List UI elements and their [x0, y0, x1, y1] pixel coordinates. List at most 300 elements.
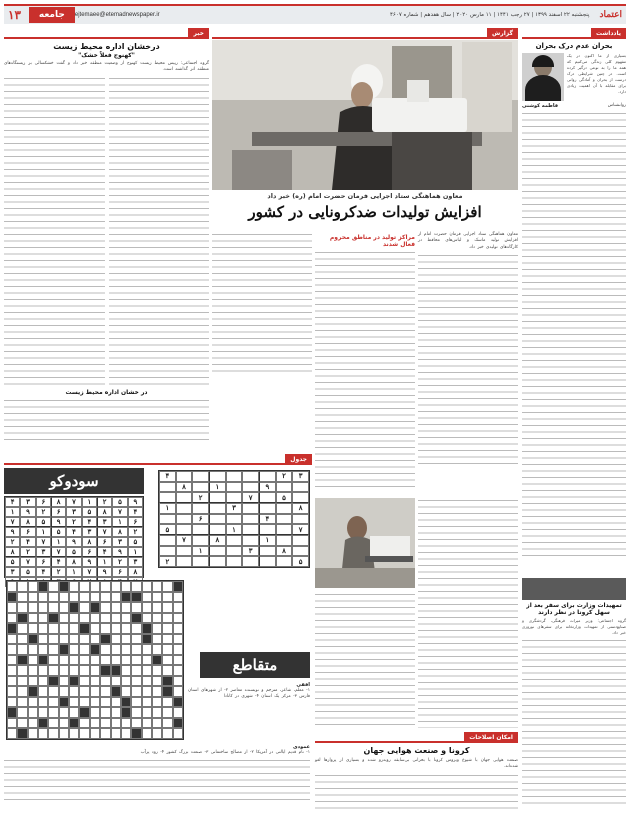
sudoku-solution-cell: ۱: [66, 567, 81, 577]
crossword-cell[interactable]: [152, 697, 162, 708]
crossword-cell[interactable]: [100, 634, 110, 645]
crossword-cell[interactable]: [90, 697, 100, 708]
crossword-cell[interactable]: [131, 623, 141, 634]
crossword-cell[interactable]: [38, 655, 48, 666]
crossword-cell[interactable]: [152, 581, 162, 592]
crossword-cell[interactable]: [17, 728, 27, 739]
crossword-cell[interactable]: [142, 655, 152, 666]
crossword-cell[interactable]: [90, 613, 100, 624]
crossword-cell[interactable]: [100, 728, 110, 739]
crossword-cell[interactable]: [59, 634, 69, 645]
crossword-cell[interactable]: [142, 728, 152, 739]
crossword-cell[interactable]: [48, 686, 58, 697]
crossword-cell[interactable]: [17, 676, 27, 687]
crossword-cell[interactable]: [111, 592, 121, 603]
crossword-cell[interactable]: [173, 644, 183, 655]
crossword-cell[interactable]: [142, 613, 152, 624]
crossword-cell[interactable]: [162, 592, 172, 603]
crossword-cell[interactable]: [48, 581, 58, 592]
crossword-cell[interactable]: [121, 592, 131, 603]
crossword-cell[interactable]: [142, 623, 152, 634]
crossword-cell[interactable]: [69, 697, 79, 708]
crossword-cell[interactable]: [17, 718, 27, 729]
crossword-cell[interactable]: [131, 634, 141, 645]
crossword-cell[interactable]: [121, 634, 131, 645]
crossword-cell[interactable]: [48, 613, 58, 624]
crossword-cell[interactable]: [59, 581, 69, 592]
crossword-cell[interactable]: [131, 686, 141, 697]
sudoku-cell: [159, 546, 176, 557]
crossword-cell[interactable]: [173, 718, 183, 729]
crossword-cell[interactable]: [38, 718, 48, 729]
sudoku-cell: [226, 492, 243, 503]
crossword-cell[interactable]: [121, 644, 131, 655]
crossword-cell[interactable]: [79, 718, 89, 729]
crossword-cell[interactable]: [131, 665, 141, 676]
crossword-cell[interactable]: [38, 592, 48, 603]
crossword-cell[interactable]: [142, 718, 152, 729]
crossword-cell[interactable]: [100, 655, 110, 666]
news-label: خبر: [188, 28, 209, 37]
crossword-cell[interactable]: [28, 665, 38, 676]
crossword-cell[interactable]: [28, 602, 38, 613]
sudoku-solution-cell: ۱: [97, 557, 112, 567]
crossword-cell[interactable]: [162, 676, 172, 687]
crossword-cell[interactable]: [69, 592, 79, 603]
crossword-cell[interactable]: [162, 728, 172, 739]
crossword-cell[interactable]: [100, 707, 110, 718]
crossword-cell[interactable]: [90, 602, 100, 613]
crossword-cell[interactable]: [131, 644, 141, 655]
crossword-cell[interactable]: [100, 718, 110, 729]
sudoku-solution-cell: ۲: [97, 497, 112, 507]
crossword-cell[interactable]: [152, 644, 162, 655]
crossword-cell[interactable]: [79, 592, 89, 603]
crossword-cell[interactable]: [121, 676, 131, 687]
crossword-cell[interactable]: [38, 707, 48, 718]
crossword-cell[interactable]: [7, 676, 17, 687]
crossword-cell[interactable]: [28, 592, 38, 603]
crossword-cell[interactable]: [59, 665, 69, 676]
crossword-cell[interactable]: [17, 613, 27, 624]
crossword-cell[interactable]: [162, 665, 172, 676]
crossword-cell[interactable]: [111, 686, 121, 697]
crossword-cell[interactable]: [131, 592, 141, 603]
sudoku-solution-cell: ۴: [51, 557, 66, 567]
crossword-cell[interactable]: [7, 581, 17, 592]
crossword-cell[interactable]: [111, 613, 121, 624]
crossword-cell[interactable]: [17, 623, 27, 634]
crossword-cell[interactable]: [59, 623, 69, 634]
crossword-cell[interactable]: [111, 728, 121, 739]
crossword-cell[interactable]: [48, 602, 58, 613]
crossword-cell[interactable]: [69, 602, 79, 613]
crossword-cell[interactable]: [152, 686, 162, 697]
crossword-cell[interactable]: [7, 644, 17, 655]
crossword-cell[interactable]: [162, 718, 172, 729]
crossword-cell[interactable]: [48, 718, 58, 729]
crossword-cell[interactable]: [48, 592, 58, 603]
crossword-cell[interactable]: [28, 728, 38, 739]
crossword-cell[interactable]: [38, 665, 48, 676]
crossword-cell[interactable]: [7, 665, 17, 676]
crossword-cell[interactable]: [100, 602, 110, 613]
crossword-cell[interactable]: [121, 728, 131, 739]
crossword-cell[interactable]: [142, 644, 152, 655]
crossword-cell[interactable]: [48, 728, 58, 739]
crossword-cell[interactable]: [173, 613, 183, 624]
crossword-cell[interactable]: [90, 592, 100, 603]
crossword-cell[interactable]: [7, 728, 17, 739]
crossword-cell[interactable]: [142, 592, 152, 603]
sudoku-solution-cell: ۵: [20, 567, 35, 577]
crossword-cell[interactable]: [173, 697, 183, 708]
news-title-2: در خشان اداره محیط زیست: [65, 388, 148, 396]
crossword-cell[interactable]: [162, 623, 172, 634]
report-text-col-1: [418, 232, 518, 492]
crossword-cell[interactable]: [69, 655, 79, 666]
crossword-cell[interactable]: [7, 718, 17, 729]
crossword-cell[interactable]: [38, 613, 48, 624]
crossword-cell[interactable]: [173, 623, 183, 634]
crossword-cell[interactable]: [90, 581, 100, 592]
crossword-cell[interactable]: [90, 707, 100, 718]
crossword-cell[interactable]: [111, 676, 121, 687]
crossword-cell[interactable]: [100, 613, 110, 624]
crossword-cell[interactable]: [173, 655, 183, 666]
crossword-cell[interactable]: [48, 665, 58, 676]
crossword-cell[interactable]: [28, 697, 38, 708]
crossword-cell[interactable]: [111, 623, 121, 634]
crossword-cell[interactable]: [79, 613, 89, 624]
crossword-cell[interactable]: [152, 676, 162, 687]
crossword-cell[interactable]: [142, 707, 152, 718]
crossword-cell[interactable]: [152, 602, 162, 613]
crossword-cell[interactable]: [152, 592, 162, 603]
crossword-cell[interactable]: [17, 686, 27, 697]
crossword-cell[interactable]: [38, 697, 48, 708]
crossword-cell[interactable]: [162, 644, 172, 655]
crossword-cell[interactable]: [79, 634, 89, 645]
crossword-cell[interactable]: [28, 623, 38, 634]
crossword-cell[interactable]: [79, 581, 89, 592]
crossword-cell[interactable]: [111, 644, 121, 655]
sudoku-solution-cell: ۹: [51, 517, 66, 527]
crossword-cell[interactable]: [7, 592, 17, 603]
crossword-cell[interactable]: [28, 634, 38, 645]
crossword-cell[interactable]: [173, 581, 183, 592]
crossword-cell[interactable]: [7, 686, 17, 697]
sudoku-solution-grid: [4, 496, 144, 578]
crossword-cell[interactable]: [17, 697, 27, 708]
crossword-cell[interactable]: [152, 707, 162, 718]
crossword-cell[interactable]: [17, 581, 27, 592]
crossword-cell[interactable]: [100, 592, 110, 603]
crossword-cell[interactable]: [79, 697, 89, 708]
sudoku-solution-cell: ۷: [112, 507, 127, 517]
sudoku-cell: ۸: [276, 546, 293, 557]
crossword-cell[interactable]: [59, 697, 69, 708]
sudoku-solution-cell: ۵: [51, 527, 66, 537]
report-label: گزارش: [487, 28, 518, 37]
crossword-cell[interactable]: [7, 634, 17, 645]
crossword-cell[interactable]: [162, 581, 172, 592]
crossword-cell[interactable]: [100, 676, 110, 687]
crossword-cell[interactable]: [28, 613, 38, 624]
sudoku-cell: [176, 503, 193, 514]
crossword-cell[interactable]: [90, 644, 100, 655]
crossword-cell[interactable]: [17, 602, 27, 613]
crossword-cell[interactable]: [79, 655, 89, 666]
crossword-cell[interactable]: [59, 592, 69, 603]
sudoku-cell: ۷: [176, 535, 193, 546]
crossword-cell[interactable]: [162, 613, 172, 624]
crossword-cell[interactable]: [121, 665, 131, 676]
sudoku-cell: [242, 471, 259, 482]
crossword-cell[interactable]: [79, 676, 89, 687]
crossword-cell[interactable]: [59, 655, 69, 666]
crossword-cell[interactable]: [173, 665, 183, 676]
crossword-cell[interactable]: [162, 602, 172, 613]
crossword-cell[interactable]: [131, 697, 141, 708]
crossword-cell[interactable]: [90, 655, 100, 666]
crossword-cell[interactable]: [38, 581, 48, 592]
crossword-cell[interactable]: [142, 634, 152, 645]
crossword-cell[interactable]: [162, 707, 172, 718]
crossword-cell[interactable]: [59, 613, 69, 624]
crossword-cell[interactable]: [28, 686, 38, 697]
crossword-cell[interactable]: [152, 718, 162, 729]
crossword-cell[interactable]: [59, 602, 69, 613]
crossword-cell[interactable]: [90, 676, 100, 687]
crossword-cell[interactable]: [173, 707, 183, 718]
crossword-cell[interactable]: [152, 655, 162, 666]
crossword-cell[interactable]: [131, 728, 141, 739]
crossword-cell[interactable]: [59, 644, 69, 655]
crossword-cell[interactable]: [59, 718, 69, 729]
crossword-cell[interactable]: [28, 644, 38, 655]
date-line: پنجشنبه ۲۲ اسفند ۱۳۹۹ | ۲۷ رجب ۱۴۴۱ | ۱۱ مارس ۲۰۲۰ | سال هفدهم | شماره ۴۶۰۷: [389, 12, 590, 18]
sudoku-solution-cell: ۸: [51, 497, 66, 507]
crossword-cell[interactable]: [162, 686, 172, 697]
sudoku-cell: ۱: [192, 546, 209, 557]
crossword-cell[interactable]: [17, 665, 27, 676]
crossword-cell[interactable]: [17, 655, 27, 666]
crossword-cell[interactable]: [48, 697, 58, 708]
crossword-cell[interactable]: [142, 665, 152, 676]
crossword-cell[interactable]: [90, 665, 100, 676]
crossword-cell[interactable]: [59, 676, 69, 687]
sudoku-solution-cell: ۲: [20, 547, 35, 557]
crossword-cell[interactable]: [79, 707, 89, 718]
crossword-cell[interactable]: [38, 602, 48, 613]
section-email[interactable]: ejtemaee@etemadnewspaper.ir: [74, 12, 160, 18]
sudoku-solution-cell: ۸: [66, 557, 81, 567]
crossword-cell[interactable]: [173, 634, 183, 645]
crossword-cell[interactable]: [28, 655, 38, 666]
crossword-cell[interactable]: [38, 623, 48, 634]
sudoku-solution-cell: ۶: [36, 557, 51, 567]
crossword-cell[interactable]: [173, 602, 183, 613]
crossword-cell[interactable]: [131, 602, 141, 613]
crossword-cell[interactable]: [48, 655, 58, 666]
crossword-cell[interactable]: [131, 655, 141, 666]
crossword-cell[interactable]: [100, 581, 110, 592]
crossword-cell[interactable]: [7, 602, 17, 613]
crossword-cell[interactable]: [111, 655, 121, 666]
sudoku-cell: [242, 503, 259, 514]
crossword-cell[interactable]: [48, 634, 58, 645]
sudoku-solution-cell: ۳: [112, 537, 127, 547]
crossword-cell[interactable]: [111, 707, 121, 718]
crossword-cell[interactable]: [173, 592, 183, 603]
crossword-cell[interactable]: [142, 686, 152, 697]
crossword-cell[interactable]: [131, 676, 141, 687]
crossword-cell[interactable]: [69, 686, 79, 697]
crossword-cell[interactable]: [28, 676, 38, 687]
crossword-cell[interactable]: [121, 686, 131, 697]
crossword-cell[interactable]: [131, 613, 141, 624]
crossword-cell[interactable]: [79, 728, 89, 739]
crossword-cell[interactable]: [111, 634, 121, 645]
crossword-cell[interactable]: [162, 634, 172, 645]
crossword-cell[interactable]: [152, 665, 162, 676]
crossword-cell[interactable]: [69, 581, 79, 592]
crossword-cell[interactable]: [90, 718, 100, 729]
sudoku-cell: [209, 524, 226, 535]
crossword-cell[interactable]: [121, 581, 131, 592]
crossword-cell[interactable]: [111, 718, 121, 729]
crossword-cell[interactable]: [173, 686, 183, 697]
sudoku-solution-cell: ۵: [5, 557, 20, 567]
crossword-cell[interactable]: [38, 676, 48, 687]
crossword-cell[interactable]: [142, 697, 152, 708]
crossword-cell[interactable]: [48, 623, 58, 634]
crossword-cell[interactable]: [121, 602, 131, 613]
crossword-cell[interactable]: [121, 613, 131, 624]
report-subhead: مراکز تولید در مناطق محروم فعال شدند: [329, 234, 415, 248]
crossword-cell[interactable]: [173, 728, 183, 739]
crossword-cell[interactable]: [59, 728, 69, 739]
crossword-cell[interactable]: [59, 686, 69, 697]
report-body: معاون هماهنگی ستاد اجرایی فرمان حضرت امام از افزایش تولید ماسک و لباس‌های محافظ در کارگاه‌های تولیدی خبر داد.: [418, 232, 518, 250]
crossword-cell[interactable]: [7, 623, 17, 634]
crossword-cell[interactable]: [131, 581, 141, 592]
crossword-cell[interactable]: [162, 697, 172, 708]
crossword-cell[interactable]: [90, 728, 100, 739]
sudoku-cell: [276, 524, 293, 535]
crossword-cell[interactable]: [79, 665, 89, 676]
crossword-cell[interactable]: [69, 728, 79, 739]
crossword-cell[interactable]: [121, 655, 131, 666]
crossword-cell[interactable]: [79, 623, 89, 634]
crossword-cell[interactable]: [152, 728, 162, 739]
crossword-cell[interactable]: [111, 602, 121, 613]
crossword-cell[interactable]: [69, 665, 79, 676]
crossword-cell[interactable]: [7, 655, 17, 666]
crossword-cell[interactable]: [48, 676, 58, 687]
crossword-cell[interactable]: [7, 697, 17, 708]
crossword-cell[interactable]: [111, 581, 121, 592]
crossword-cell[interactable]: [69, 644, 79, 655]
crossword-cell[interactable]: [69, 623, 79, 634]
crossword-cell[interactable]: [152, 623, 162, 634]
crossword-cell[interactable]: [28, 718, 38, 729]
sudoku-solution-cell: ۷: [20, 557, 35, 567]
crossword-cell[interactable]: [17, 707, 27, 718]
crossword-cell[interactable]: [79, 602, 89, 613]
crossword-cell[interactable]: [69, 676, 79, 687]
crossword-cell[interactable]: [162, 655, 172, 666]
crossword-cell[interactable]: [111, 697, 121, 708]
crossword-cell[interactable]: [69, 718, 79, 729]
crossword-cell[interactable]: [142, 676, 152, 687]
crossword-cell[interactable]: [48, 644, 58, 655]
crossword-cell[interactable]: [100, 686, 110, 697]
sudoku-solution-cell: ۷: [82, 567, 97, 577]
crossword-cell[interactable]: [38, 686, 48, 697]
sudoku-solution-cell: ۵: [66, 547, 81, 557]
aviation-article: [315, 732, 518, 816]
crossword-cell[interactable]: [38, 728, 48, 739]
crossword-cell[interactable]: [111, 665, 121, 676]
crossword-cell[interactable]: [90, 686, 100, 697]
sudoku-solution-cell: ۶: [82, 547, 97, 557]
crossword-cell[interactable]: [100, 644, 110, 655]
crossword-cell[interactable]: [69, 634, 79, 645]
crossword-cell[interactable]: [17, 592, 27, 603]
crossword-cell[interactable]: [131, 718, 141, 729]
sudoku-cell: [259, 503, 276, 514]
crossword-cell[interactable]: [7, 613, 17, 624]
sudoku-cell: ۱: [226, 524, 243, 535]
crossword-cell[interactable]: [59, 707, 69, 718]
crossword-cell[interactable]: [38, 644, 48, 655]
crossword-cell[interactable]: [17, 644, 27, 655]
crossword-cell[interactable]: [152, 634, 162, 645]
crossword-cell[interactable]: [100, 623, 110, 634]
crossword-cell[interactable]: [79, 686, 89, 697]
sudoku-cell: ۲: [159, 556, 176, 567]
crossword-cell[interactable]: [121, 718, 131, 729]
crossword-cell[interactable]: [90, 623, 100, 634]
crossword-cell[interactable]: [90, 634, 100, 645]
crossword-cell[interactable]: [100, 697, 110, 708]
puzzle-label-bar: [4, 454, 312, 465]
crossword-cell[interactable]: [173, 676, 183, 687]
crossword-cell[interactable]: [121, 697, 131, 708]
crossword-cell[interactable]: [7, 707, 17, 718]
crossword-cell[interactable]: [100, 665, 110, 676]
crossword-cell[interactable]: [121, 623, 131, 634]
crossword-cell[interactable]: [142, 602, 152, 613]
crossword-cell[interactable]: [152, 613, 162, 624]
sudoku-solution-cell: ۹: [112, 547, 127, 557]
crossword-cell[interactable]: [28, 581, 38, 592]
crossword-cell[interactable]: [38, 634, 48, 645]
crossword-cell[interactable]: [121, 707, 131, 718]
crossword-cell[interactable]: [48, 707, 58, 718]
crossword-cell[interactable]: [28, 707, 38, 718]
crossword-cell[interactable]: [131, 707, 141, 718]
sudoku-solution-cell: ۴: [20, 537, 35, 547]
crossword-horizontal-clues: [188, 682, 310, 742]
crossword-cell[interactable]: [79, 644, 89, 655]
crossword-cell[interactable]: [69, 707, 79, 718]
crossword-cell[interactable]: [17, 634, 27, 645]
crossword-cell[interactable]: [142, 581, 152, 592]
crossword-cell[interactable]: [69, 613, 79, 624]
